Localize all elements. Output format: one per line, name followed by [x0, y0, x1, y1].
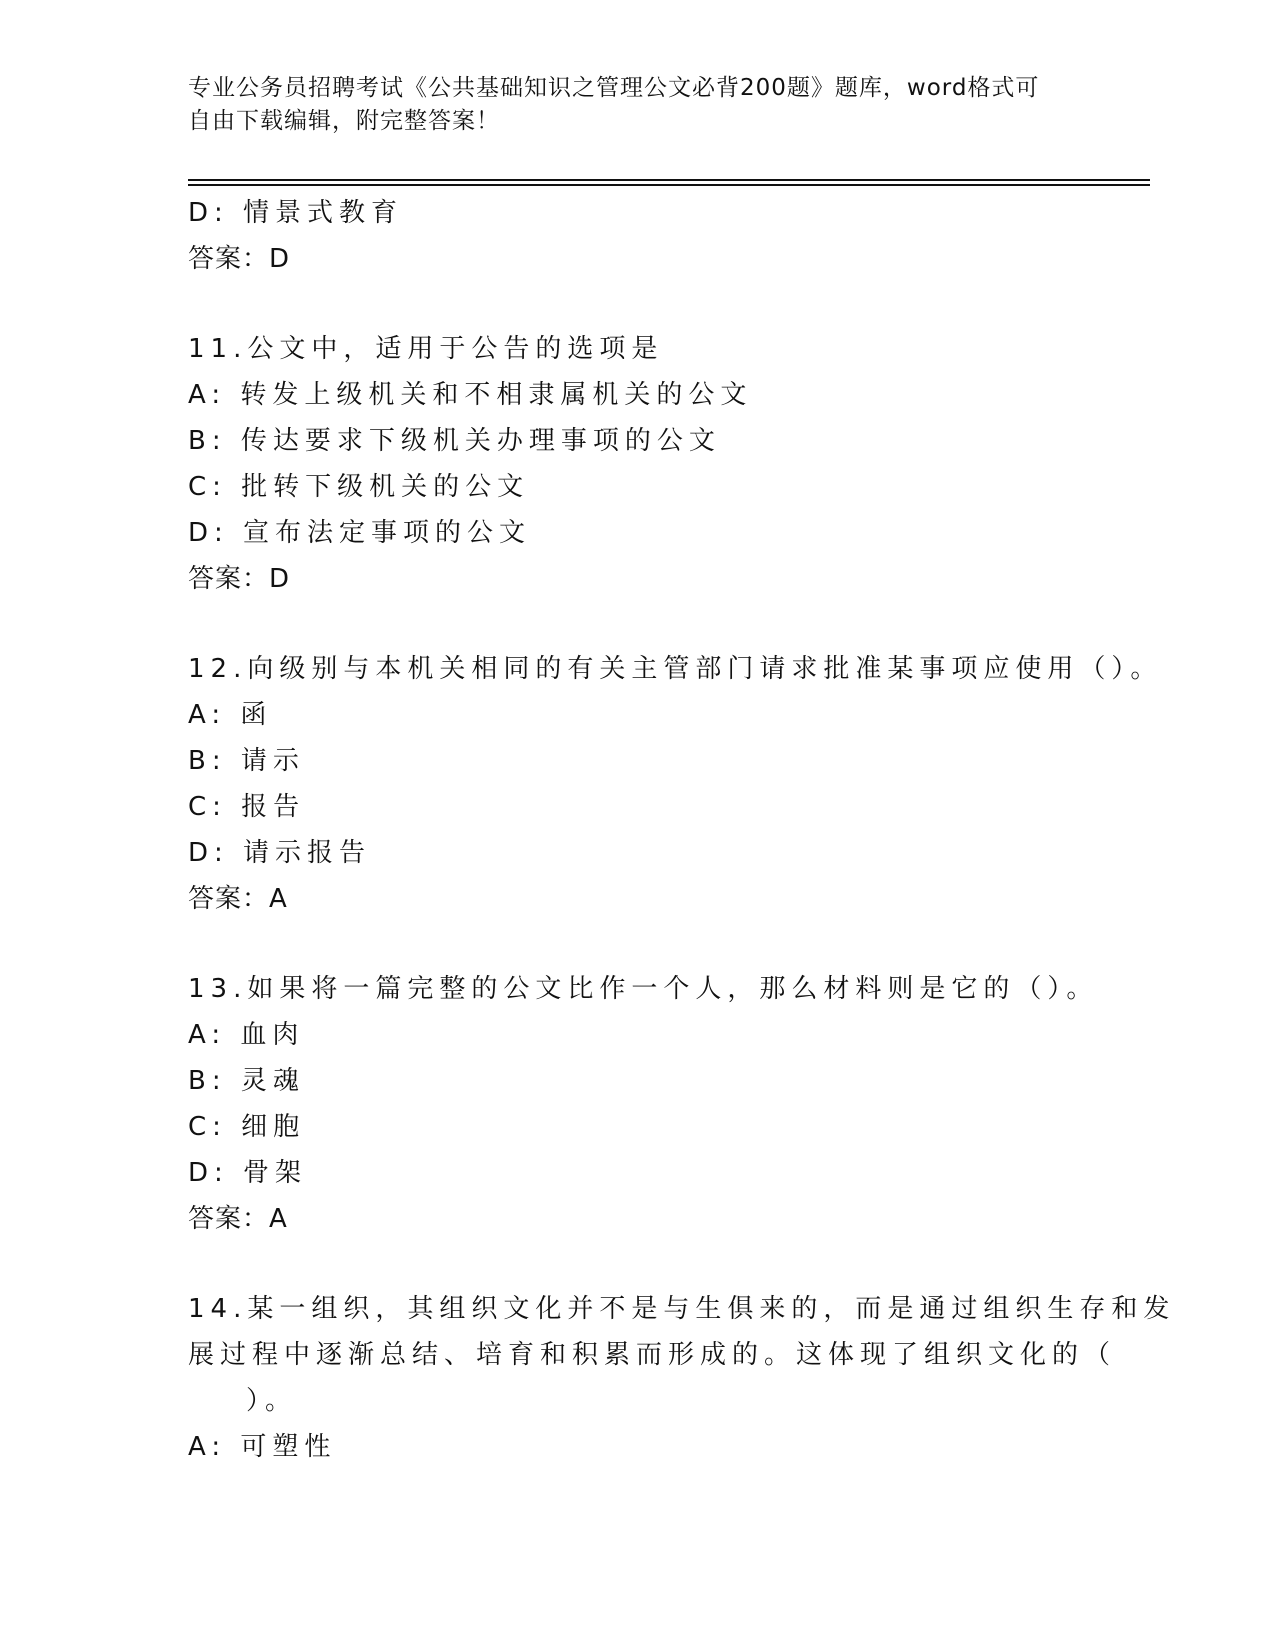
- question-text: 13.如果将一篇完整的公文比作一个人，那么材料则是它的（）。: [188, 974, 1099, 1004]
- option-b: B: 请示: [188, 746, 305, 776]
- previous-question-tail: [188, 190, 1088, 282]
- option-a: A: 转发上级机关和不相隶属机关的公文: [188, 380, 753, 410]
- question-text-line-3: ）。: [246, 1386, 298, 1416]
- option-d: D: 情景式教育: [188, 198, 404, 228]
- option-c: C: 细胞: [188, 1112, 306, 1142]
- answer: 答案：A: [188, 884, 288, 914]
- option-a: A: 函: [188, 700, 273, 730]
- question-text: 11.公文中，适用于公告的选项是: [188, 334, 664, 364]
- question-11: [188, 326, 1088, 602]
- option-b: B: 灵魂: [188, 1066, 305, 1096]
- question-text: 12.向级别与本机关相同的有关主管部门请求批准某事项应使用（）。: [188, 654, 1163, 684]
- question-list: [188, 190, 1176, 1470]
- option-c: C: 报告: [188, 792, 306, 822]
- option-b: B: 传达要求下级机关办理事项的公文: [188, 426, 721, 456]
- answer: 答案：D: [188, 244, 291, 274]
- option-d: D: 骨架: [188, 1158, 308, 1188]
- question-text-line-2: 展过程中逐渐总结、培育和积累而形成的。这体现了组织文化的（: [188, 1340, 1117, 1370]
- option-c: C: 批转下级机关的公文: [188, 472, 530, 502]
- option-a: A: 血肉: [188, 1020, 305, 1050]
- document-header: [188, 72, 1068, 138]
- header-divider-bottom: [188, 184, 1150, 186]
- header-line-1: 专业公务员招聘考试《公共基础知识之管理公文必背200题》题库，word格式可: [188, 75, 1040, 101]
- option-d: D: 请示报告: [188, 838, 372, 868]
- option-a: A: 可塑性: [188, 1432, 337, 1462]
- question-13: [188, 966, 1099, 1242]
- header-divider-top: [188, 179, 1150, 181]
- answer: 答案：D: [188, 564, 291, 594]
- question-12: [188, 646, 1163, 922]
- question-14: [188, 1286, 1176, 1470]
- question-text-line-1: 14.某一组织，其组织文化并不是与生俱来的，而是通过组织生存和发: [188, 1294, 1176, 1324]
- header-line-2: 自由下载编辑，附完整答案！: [188, 108, 500, 134]
- answer: 答案：A: [188, 1204, 288, 1234]
- option-d: D: 宣布法定事项的公文: [188, 518, 532, 548]
